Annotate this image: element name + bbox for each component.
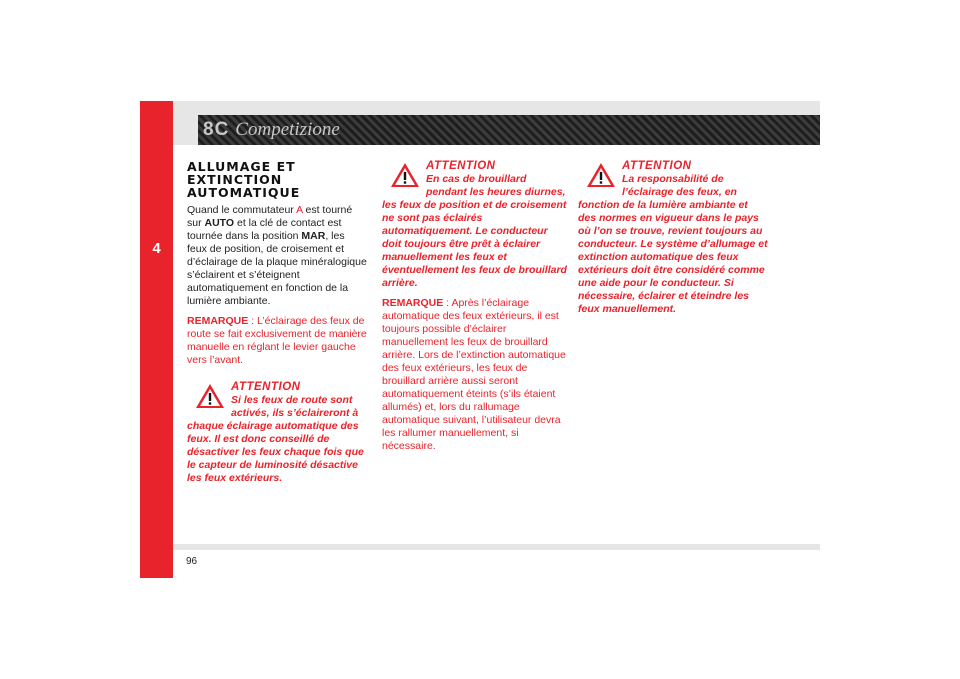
footer-rule xyxy=(173,544,820,550)
chapter-tab xyxy=(140,101,173,578)
column-1 xyxy=(187,160,367,485)
warning-text: En cas de brouillard pendant les heures diurnes, les feux de position et de croisement ne sont pas éclairés automatiquement. Le conducteur doit toujours être prêt à éclairer manuellement les feux et éventuellement les feux de brouillard arrière. xyxy=(382,173,567,289)
warning-box xyxy=(382,160,567,290)
note-text: : L’éclairage des feux de route se fait exclusivement de manière manuelle en réglant le levier gauche vers l’avant. xyxy=(187,315,367,366)
body-text: et la clé de contact est tournée dans la position xyxy=(187,217,342,242)
note-label: REMARQUE xyxy=(187,315,249,327)
warning-text: Si les feux de route sont activés, ils s’éclaireront à chaque éclairage automatique des feux. Il est donc conseillé de désactiver les feux chaque fois que le capteur de luminosité désactive les feux extérieurs. xyxy=(187,394,364,484)
logo-8c: 8C xyxy=(203,119,230,140)
warning-label: ATTENTION xyxy=(426,160,496,172)
chapter-number: 4 xyxy=(152,240,161,257)
note-label: REMARQUE xyxy=(382,297,444,309)
mar-label: MAR xyxy=(301,230,326,242)
page-number: 96 xyxy=(186,556,198,567)
section-title: ALLUMAGE ET EXTINCTION AUTOMATIQUE xyxy=(187,159,301,200)
body-text: Quand le commutateur xyxy=(187,204,297,216)
warning-box xyxy=(578,160,768,316)
logo-competizione: Competizione xyxy=(235,119,340,140)
note-paragraph xyxy=(187,315,367,367)
body-text: est tourné sur xyxy=(187,204,353,229)
auto-label: AUTO xyxy=(204,217,235,229)
warning-label: ATTENTION xyxy=(231,381,301,393)
warning-triangle-icon xyxy=(586,162,616,188)
warning-label: ATTENTION xyxy=(622,160,692,172)
warning-triangle-icon xyxy=(390,162,420,188)
warning-box xyxy=(187,381,367,485)
note-paragraph xyxy=(382,297,567,453)
switch-a-label: A xyxy=(296,204,303,216)
note-text: : Après l’éclairage automatique des feux extérieurs, il est toujours possible d’éclairer manuellement les feux de brouillard arrière. Lors de l’extinction automatique des feux extérieurs, les feux de brouillard arrière aussi seront automatiquement éteints (s’ils étaient allumés) et, lors du rallumage automatique suivant, l’utilisateur devra les rallumer manuellement, si nécessaire. xyxy=(382,297,566,452)
column-3 xyxy=(578,160,768,316)
body-paragraph xyxy=(187,204,367,308)
column-2 xyxy=(382,160,567,453)
brand-logo xyxy=(203,116,340,144)
warning-text: La responsabilité de l’éclairage des feux, en fonction de la lumière ambiante et des normes en vigueur dans le pays où l’on se trouve, revient toujours au conducteur. Le système d’allumage et extinction automatique des feux extérieurs doit être considéré comme une aide pour le conducteur. Si nécessaire, éclairer et éteindre les feux manuellement. xyxy=(578,173,768,315)
warning-triangle-icon xyxy=(195,383,225,409)
body-text: , les feux de position, de croisement et d’éclairage de la plaque minéralogique s’éclairent et s’éteignent automatiquement en fonction de la lumière ambiante. xyxy=(187,230,367,307)
